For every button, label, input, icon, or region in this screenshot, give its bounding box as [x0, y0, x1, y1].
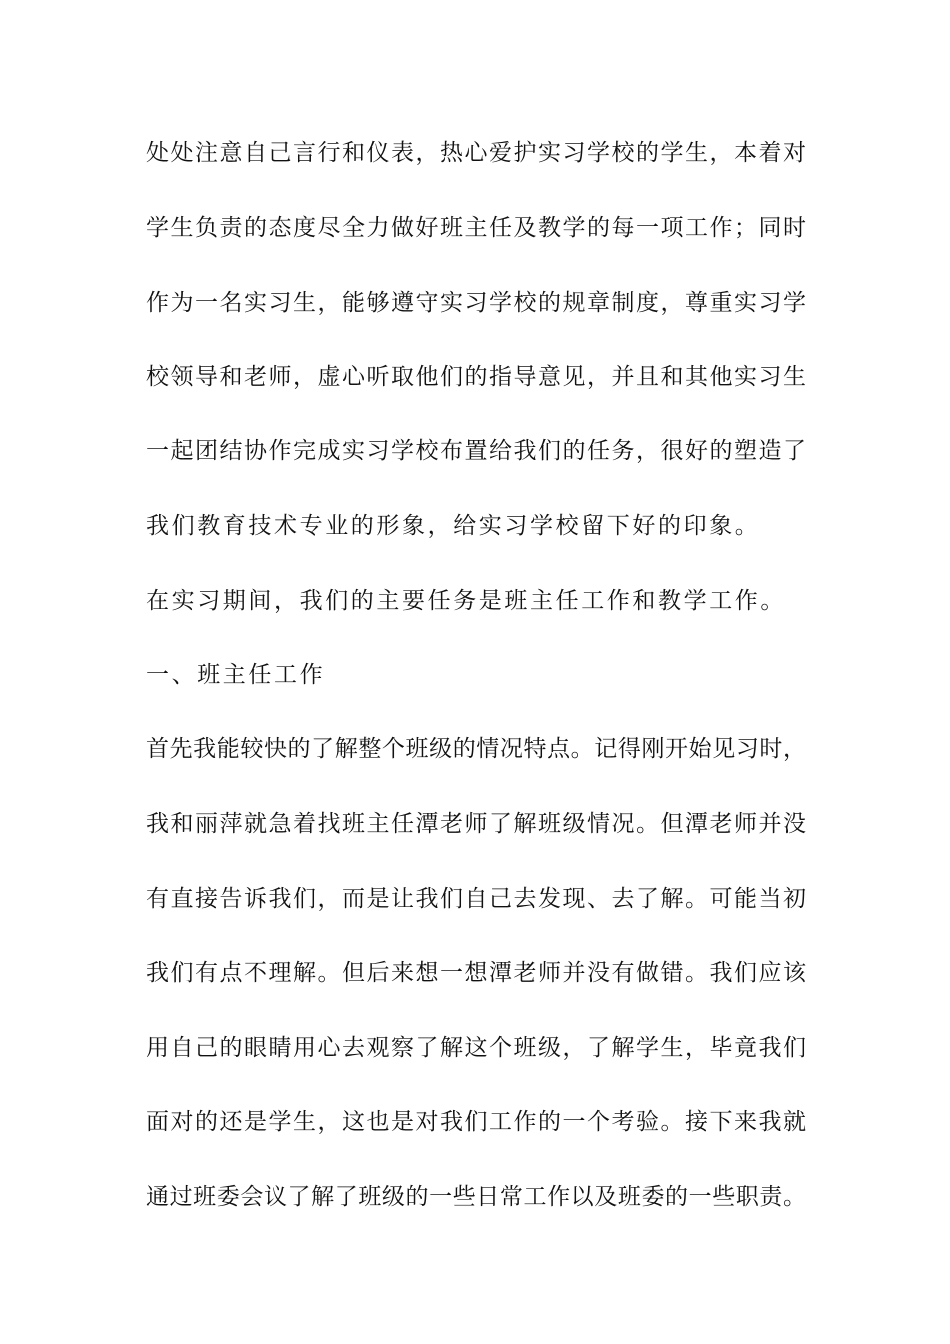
- paragraph-line: 用自己的眼睛用心去观察了解这个班级，了解学生，毕竟我们: [146, 1035, 806, 1061]
- paragraph-line: 我们有点不理解。但后来想一想潭老师并没有做错。我们应该: [146, 960, 806, 986]
- paragraph-line: 我和丽萍就急着找班主任潭老师了解班级情况。但潭老师并没: [146, 811, 806, 837]
- paragraph-line: 首先我能较快的了解整个班级的情况特点。记得刚开始见习时，: [146, 736, 806, 762]
- paragraph-line: 我们教育技术专业的形象，给实习学校留下好的印象。: [146, 513, 761, 539]
- paragraph-line: 在实习期间，我们的主要任务是班主任工作和教学工作。: [146, 588, 786, 614]
- paragraph-line: 一起团结协作完成实习学校布置给我们的任务，很好的塑造了: [146, 438, 806, 464]
- paragraph-line: 作为一名实习生，能够遵守实习学校的规章制度，尊重实习学: [146, 290, 806, 316]
- section-heading: 一、班主任工作: [146, 662, 326, 688]
- paragraph-line: 有直接告诉我们，而是让我们自己去发现、去了解。可能当初: [146, 886, 806, 912]
- paragraph-line: 校领导和老师，虚心听取他们的指导意见，并且和其他实习生: [146, 364, 806, 390]
- paragraph-line: 处处注意自己言行和仪表，热心爱护实习学校的学生，本着对: [146, 140, 806, 166]
- paragraph-line: 学生负责的态度尽全力做好班主任及教学的每一项工作；同时: [146, 215, 806, 241]
- paragraph-line: 面对的还是学生，这也是对我们工作的一个考验。接下来我就: [146, 1109, 806, 1135]
- paragraph-line: 通过班委会议了解了班级的一些日常工作以及班委的一些职责。: [146, 1184, 806, 1210]
